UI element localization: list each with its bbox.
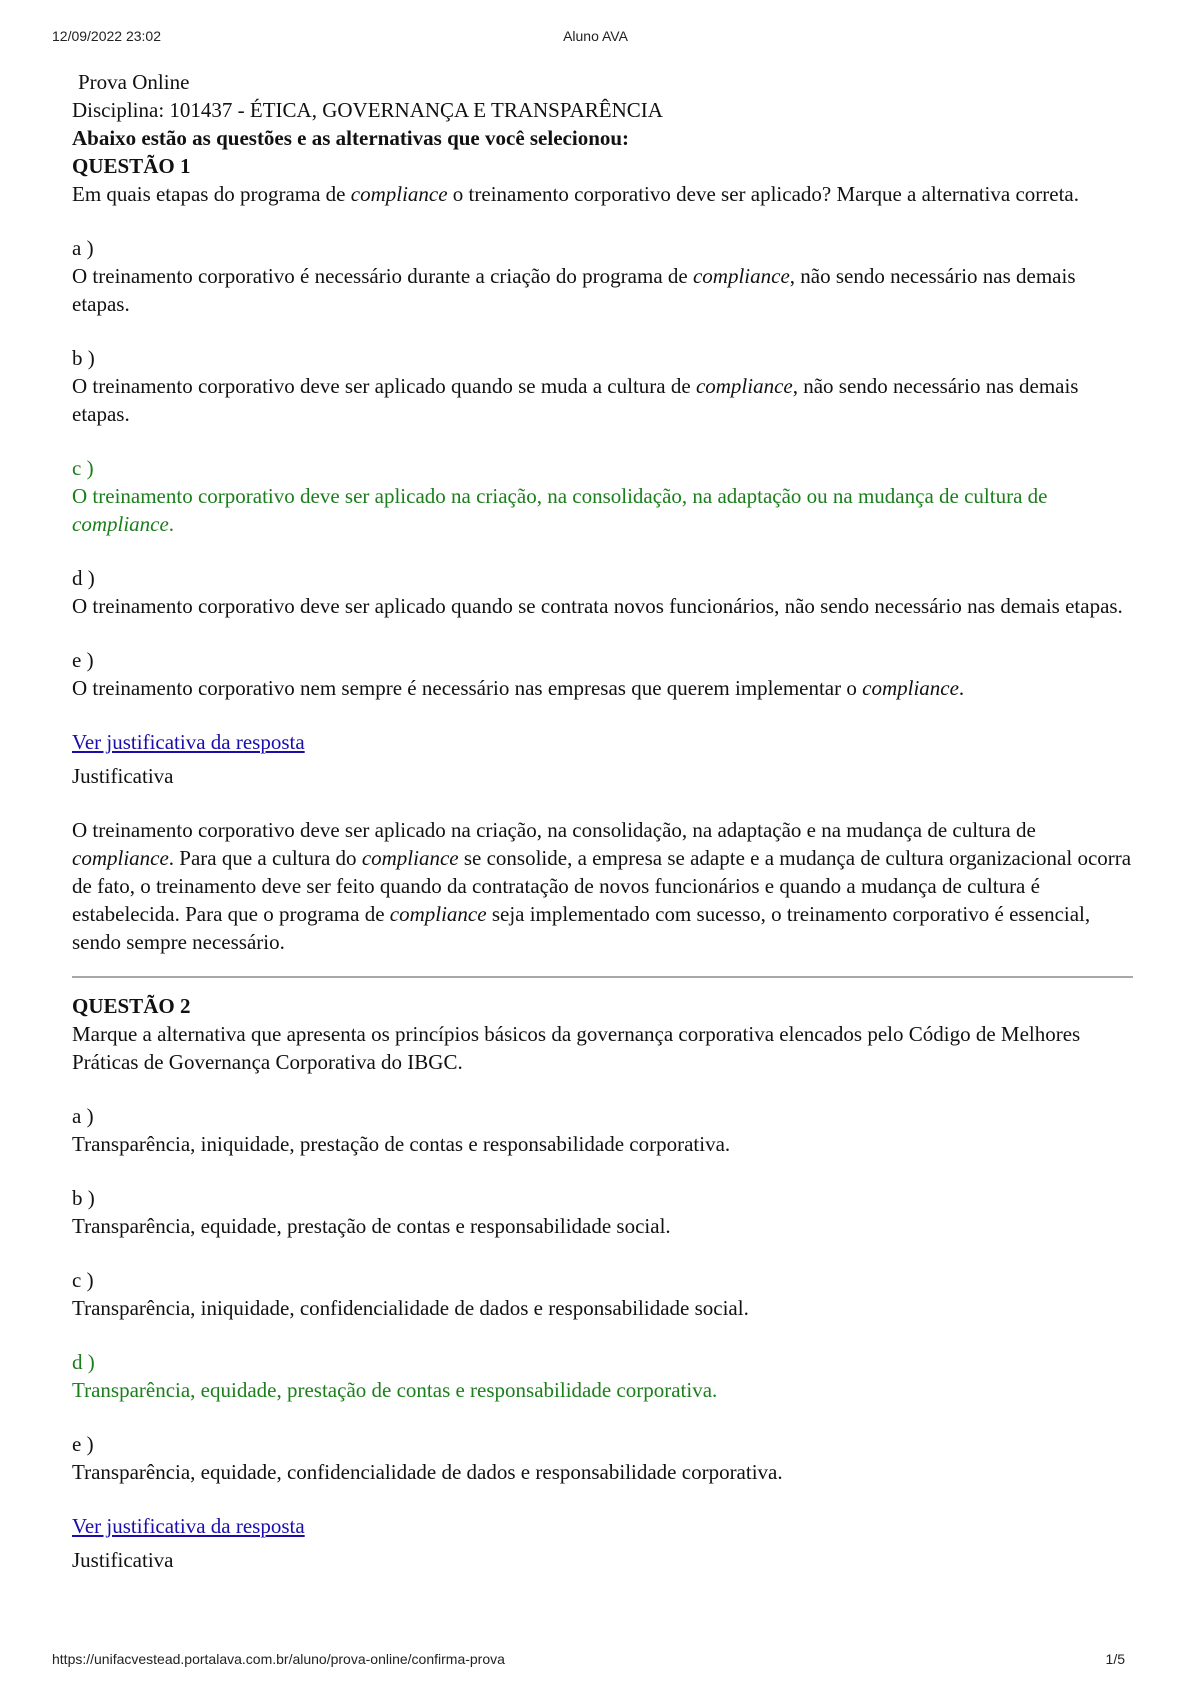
alternative-text: Transparência, equidade, prestação de contas e responsabilidade corporativa. (72, 1378, 718, 1402)
alternative-letter: a ) (72, 236, 94, 260)
alternative-letter: a ) (72, 1104, 94, 1128)
print-title: Aluno AVA (563, 28, 628, 44)
q1-alternative-a (72, 234, 1132, 318)
q2-alternative-d-selected (72, 1348, 1132, 1404)
alternative-text: O treinamento corporativo deve ser aplicado quando se contrata novos funcionários, não sendo necessário nas demais etapas. (72, 594, 1123, 618)
alternative-letter: c ) (72, 456, 94, 480)
alternative-letter: b ) (72, 1186, 95, 1210)
alternative-letter: c ) (72, 1268, 94, 1292)
alternative-text: O treinamento corporativo é necessário durante a criação do programa de compliance, não sendo necessário nas demais etapas. (72, 264, 1076, 316)
intro-text: Abaixo estão as questões e as alternativas que você selecionou: (72, 126, 630, 150)
alternative-text: Transparência, equidade, prestação de contas e responsabilidade social. (72, 1214, 671, 1238)
alternative-text: O treinamento corporativo deve ser aplicado na criação, na consolidação, na adaptação ou na mudança de cultura de compliance. (72, 484, 1048, 536)
exam-content (72, 68, 1132, 1574)
question-1 (72, 152, 1132, 956)
print-footer (52, 1651, 1139, 1673)
print-url: https://unifacvestead.portalava.com.br/aluno/prova-online/confirma-prova (52, 1651, 505, 1667)
q1-alternative-d (72, 564, 1132, 620)
question-1-text: Em quais etapas do programa de compliance o treinamento corporativo deve ser aplicado? Marque a alternativa correta. (72, 182, 1079, 206)
q2-alternative-b (72, 1184, 1132, 1240)
exam-title: Prova Online (78, 70, 190, 94)
alternative-letter: e ) (72, 1432, 94, 1456)
alternative-text: O treinamento corporativo nem sempre é necessário nas empresas que querem implementar o compliance. (72, 676, 965, 700)
question-2-heading: QUESTÃO 2 (72, 994, 191, 1018)
alternative-text: Transparência, equidade, confidencialidade de dados e responsabilidade corporativa. (72, 1460, 783, 1484)
q2-alternative-c (72, 1266, 1132, 1322)
alternative-letter: e ) (72, 648, 94, 672)
print-header (52, 28, 1139, 50)
alternative-text: Transparência, iniquidade, prestação de contas e responsabilidade corporativa. (72, 1132, 731, 1156)
alternative-text: Transparência, iniquidade, confidencialidade de dados e responsabilidade social. (72, 1296, 749, 1320)
question-2-text: Marque a alternativa que apresenta os princípios básicos da governança corporativa elencados pelo Código de Melhores Práticas de Governança Corporativa do IBGC. (72, 1022, 1081, 1074)
discipline: Disciplina: 101437 - ÉTICA, GOVERNANÇA E TRANSPARÊNCIA (72, 98, 663, 122)
alternative-text: O treinamento corporativo deve ser aplicado quando se muda a cultura de compliance, não sendo necessário nas demais etapas. (72, 374, 1079, 426)
q1-justification-text: O treinamento corporativo deve ser aplicado na criação, na consolidação, na adaptação e na mudança de cultura de compliance. Para que a cultura do compliance se consolide, a empresa se adapte e a mudança de cultura organizacional ocorra de fato, o treinamento deve ser feito quando da contratação de novos funcionários e quando a mudança de cultura é estabelecida. Para que o programa de compliance seja implementado com sucesso, o treinamento corporativo é essencial, sendo sempre necessário. (72, 818, 1132, 954)
question-divider (72, 976, 1133, 978)
question-1-heading: QUESTÃO 1 (72, 154, 191, 178)
q2-justification-label: Justificativa (72, 1548, 174, 1572)
print-page-number: 1/5 (1105, 1651, 1125, 1667)
print-datetime: 12/09/2022 23:02 (52, 28, 161, 44)
q2-alternative-e (72, 1430, 1132, 1486)
q1-justification-label: Justificativa (72, 764, 174, 788)
q2-justification-link[interactable]: Ver justificativa da resposta (72, 1514, 305, 1538)
q1-alternative-c-selected (72, 454, 1132, 538)
q1-alternative-e (72, 646, 1132, 702)
alternative-letter: d ) (72, 566, 95, 590)
alternative-letter: d ) (72, 1350, 95, 1374)
q1-alternative-b (72, 344, 1132, 428)
alternative-letter: b ) (72, 346, 95, 370)
q2-alternative-a (72, 1102, 1132, 1158)
question-2 (72, 992, 1132, 1574)
q1-justification-link[interactable]: Ver justificativa da resposta (72, 730, 305, 754)
